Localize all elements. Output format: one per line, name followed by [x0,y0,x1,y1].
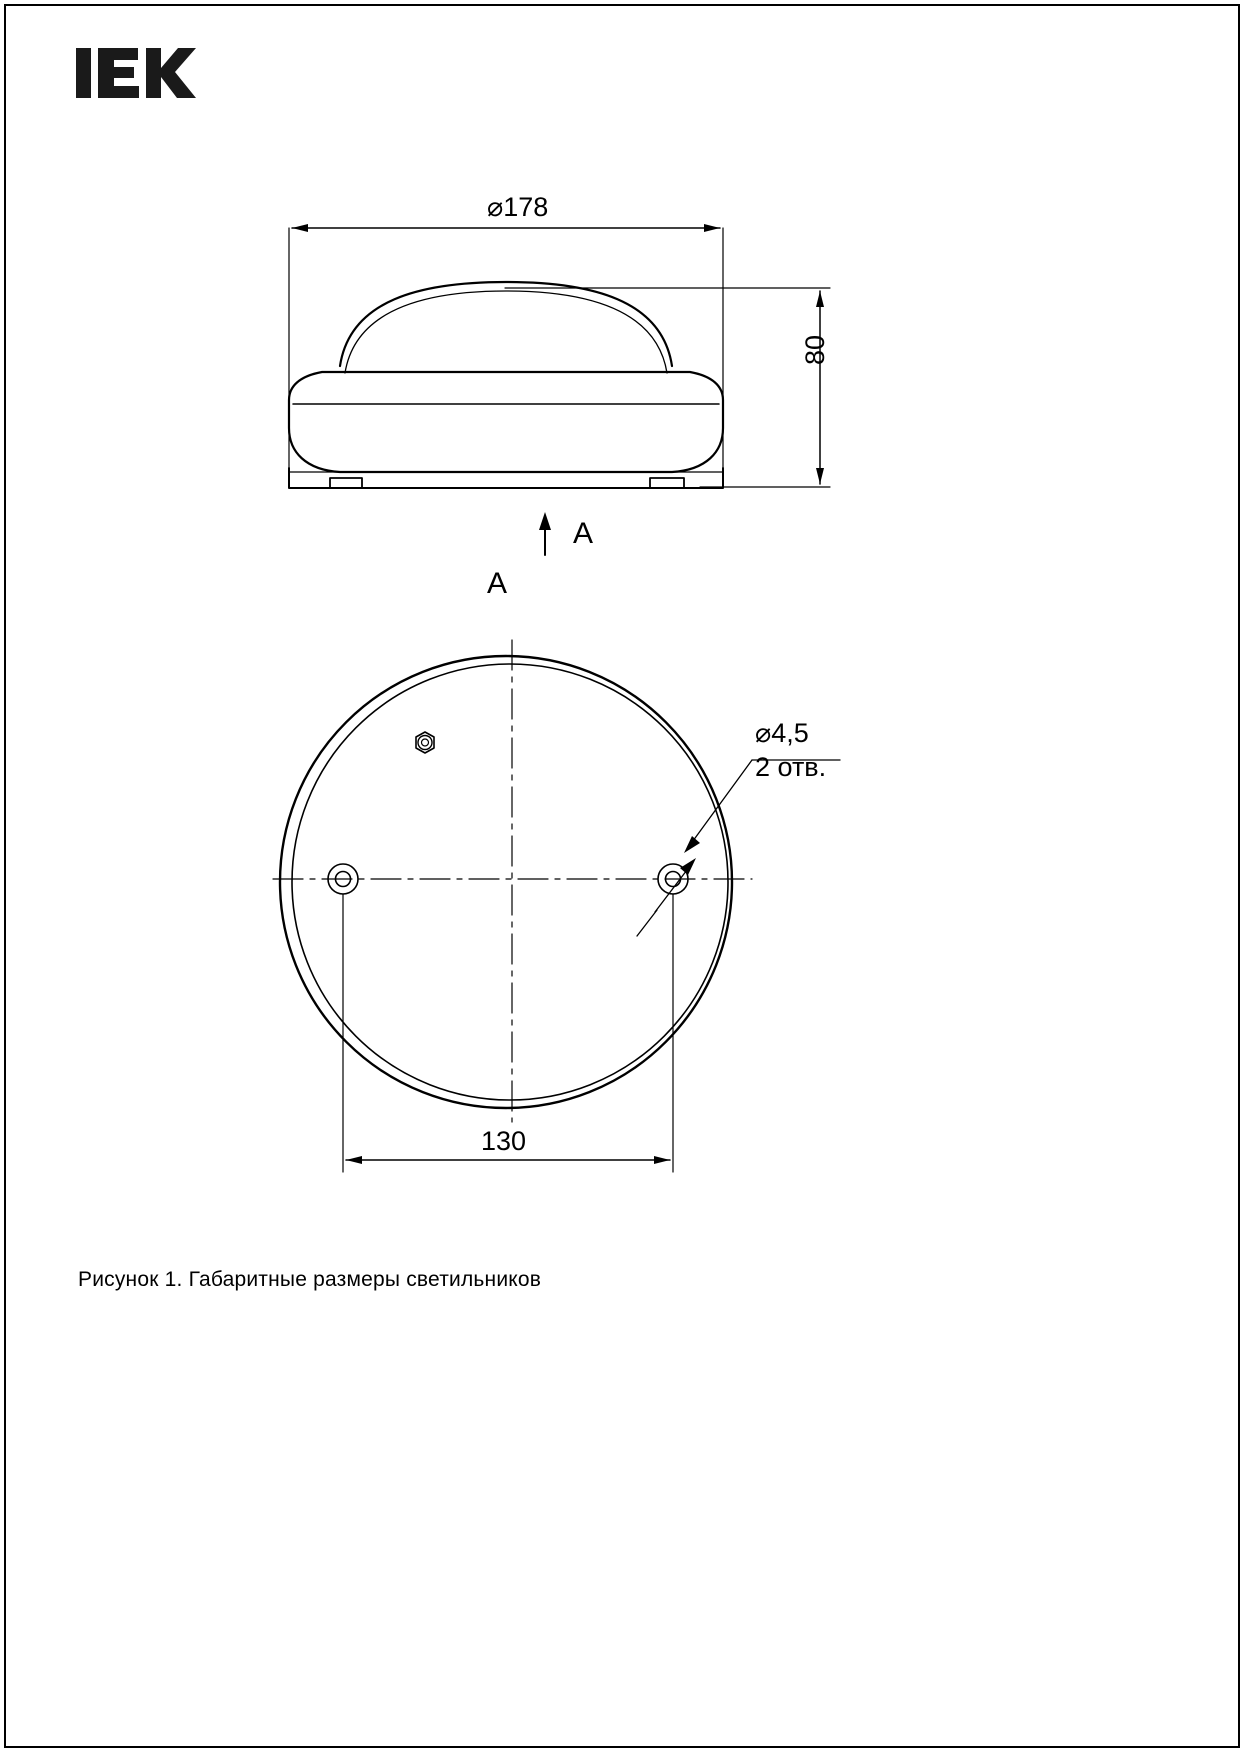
section-label-a-arrow: A [573,517,594,550]
dome-inner-line [345,291,667,373]
section-arrow-a [539,512,551,555]
section-label-a: A [487,567,508,600]
dim-label-height-80: 80 [800,334,830,365]
dim-label-spacing-130: 130 [481,1126,527,1156]
dim-label-hole-count: 2 отв. [755,752,827,782]
housing-outer-circle [280,656,732,1108]
bracket-right [650,478,684,488]
figure-caption: Рисунок 1. Габаритные размеры светильников [78,1268,542,1291]
base-body-outline [289,372,723,472]
dim-label-diameter-178: ⌀178 [487,192,549,222]
dim-line-178 [292,224,720,232]
bracket-left [330,478,362,488]
hole-callout-leader [637,760,840,936]
dim-line-80 [816,291,824,484]
side-view-extension-lines [289,228,723,470]
dim-label-hole-diameter: ⌀4,5 [755,718,809,748]
side-view-height-extensions [505,288,830,487]
dome-outline [340,282,672,366]
cable-gland [416,732,434,753]
